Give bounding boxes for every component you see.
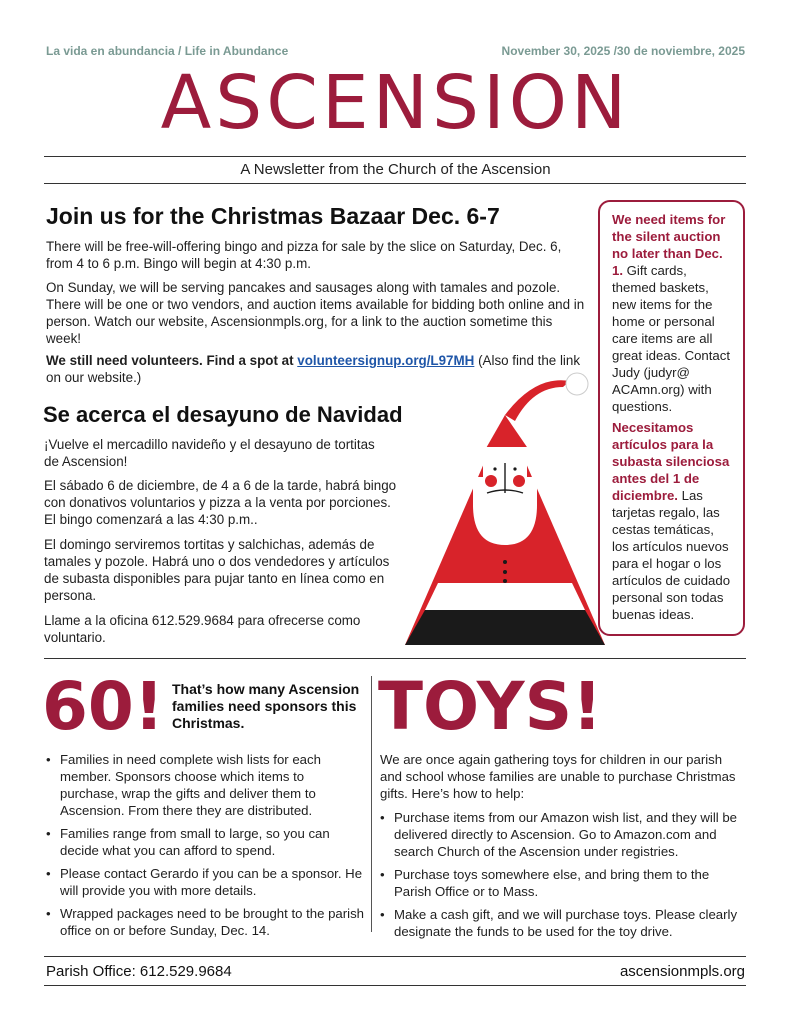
toys-list <box>380 809 746 946</box>
bazaar-paragraph-1: There will be free-will-offering bingo and pizza for sale by the slice on Saturday, Dec. 6, from 4 to 6 p.m. Bingo will begin at 4:30 p.m. <box>46 239 562 271</box>
santa-button <box>503 579 507 583</box>
toys-intro: We are once again gathering toys for children in our parish and school whose families are unable to purchase Christmas gifts. Here’s how to help: <box>380 752 736 801</box>
footer-rule-bottom <box>44 985 746 986</box>
santa-cheek-left <box>485 475 497 487</box>
list-item: • Wrapped packages need to be brought to the parish office on or before Sunday, Dec. 14. <box>46 905 364 939</box>
sidebox-spanish-heading: Necesitamos artículos para la subasta silenciosa antes del 1 de diciembre. <box>612 420 730 503</box>
sponsors-caption: That’s how many Ascension families need sponsors this Christmas. <box>172 681 360 731</box>
newsletter-subtitle: A Newsletter from the Church of the Ascension <box>240 161 551 178</box>
sponsors-big-number: 60! <box>42 668 164 745</box>
footer-rule-top <box>44 956 746 957</box>
issue-date: November 30, 2025 /30 de noviembre, 2025 <box>501 44 745 58</box>
sidebox-english-heading: We need items for the silent auction no later than Dec. 1. <box>612 212 726 278</box>
list-item: • Purchase toys somewhere else, and bring them to the Parish Office or to Mass. <box>380 866 746 900</box>
santa-illustration <box>405 365 605 645</box>
list-item: • Please contact Gerardo if you can be a sponsor. He will provide you with more details. <box>46 865 364 899</box>
list-item: • Families in need complete wish lists for each member. Sponsors choose which items to purchase, wrap the gifts and deliver them to Ascension. From there they are distributed. <box>46 751 364 819</box>
list-item: • Purchase items from our Amazon wish list, and they will be delivered directly to Ascension. Go to Amazon.com and search Church of the Ascension under registries. <box>380 809 746 860</box>
santa-button <box>503 560 507 564</box>
santa-hat-pompom <box>566 373 588 395</box>
sidebox-spanish <box>612 419 733 623</box>
santa-eye-right <box>513 467 516 470</box>
volunteer-signup-link[interactable]: volunteersignup.org/L97MH <box>297 353 475 368</box>
masthead-rule-top <box>44 156 746 157</box>
santa-base-band <box>405 610 605 645</box>
santa-hat-brim <box>475 447 535 459</box>
section-divider <box>44 658 746 659</box>
sidebox-spanish-text: Las tarjetas regalo, las cestas temáticas, los artículos nuevos para el hogar o los artículos de cuidado personal son todas buenas ideas. <box>612 488 731 622</box>
santa-white-band <box>425 583 585 610</box>
column-divider <box>371 676 372 932</box>
desayuno-paragraph-2: El sábado 6 de diciembre, de 4 a 6 de la tarde, habrá bingo con donativos voluntarios y pizza a la venta por porciones. El bingo comenzará a las 4:30 p.m.. <box>44 478 397 527</box>
sponsors-list <box>46 751 364 945</box>
santa-hat-flop <box>505 380 570 421</box>
tagline: La vida en abundancia / Life in Abundance <box>46 44 289 58</box>
sidebox-english <box>612 211 733 415</box>
volunteer-callout: We still need volunteers. Find a spot at <box>46 353 294 368</box>
desayuno-paragraph-1: ¡Vuelve el mercadillo navideño y el desayuno de tortitas de Ascension! <box>44 437 375 469</box>
silent-auction-sidebox <box>598 200 745 636</box>
sidebox-english-text: Gift cards, themed baskets, new items for the home or personal care items are all great ideas. Contact Judy (judyr@ ACAmn.org) with questions. <box>612 263 731 414</box>
parish-office-phone: Parish Office: 612.529.9684 <box>46 963 232 980</box>
masthead-title: ASCENSION <box>160 60 631 146</box>
desayuno-paragraph-3: El domingo serviremos tortitas y salchichas, además de tamales y pozole. Habrá uno o dos vendedores y artículos de subasta disponibles para pujar tanto en línea como en persona. <box>44 537 390 603</box>
bazaar-paragraph-2: On Sunday, we will be serving pancakes and sausages along with tamales and pozole. There will be one or two vendors, and auction items available for bidding both online and in person. Watch our website, Ascensionmpls.org, for a link to the auction sometime this week! <box>46 280 585 346</box>
masthead-rule-bottom <box>44 183 746 184</box>
santa-cheek-right <box>513 475 525 487</box>
list-item: • Families range from small to large, so you can decide what you can afford to spend. <box>46 825 364 859</box>
santa-button <box>503 570 507 574</box>
website-link[interactable]: ascensionmpls.org <box>619 963 745 980</box>
bazaar-heading: Join us for the Christmas Bazaar Dec. 6-7 <box>46 203 500 229</box>
volunteer-note: (Also find the link on our website.) <box>46 353 581 385</box>
desayuno-paragraph-4: Llame a la oficina 612.529.9684 para ofrecerse como voluntario. <box>44 613 361 645</box>
desayuno-heading: Se acerca el desayuno de Navidad <box>43 402 403 427</box>
toys-big-heading: TOYS! <box>378 668 603 745</box>
list-item: • Make a cash gift, and we will purchase toys. Please clearly designate the funds to be used for the toy drive. <box>380 906 746 940</box>
santa-eye-left <box>493 467 496 470</box>
